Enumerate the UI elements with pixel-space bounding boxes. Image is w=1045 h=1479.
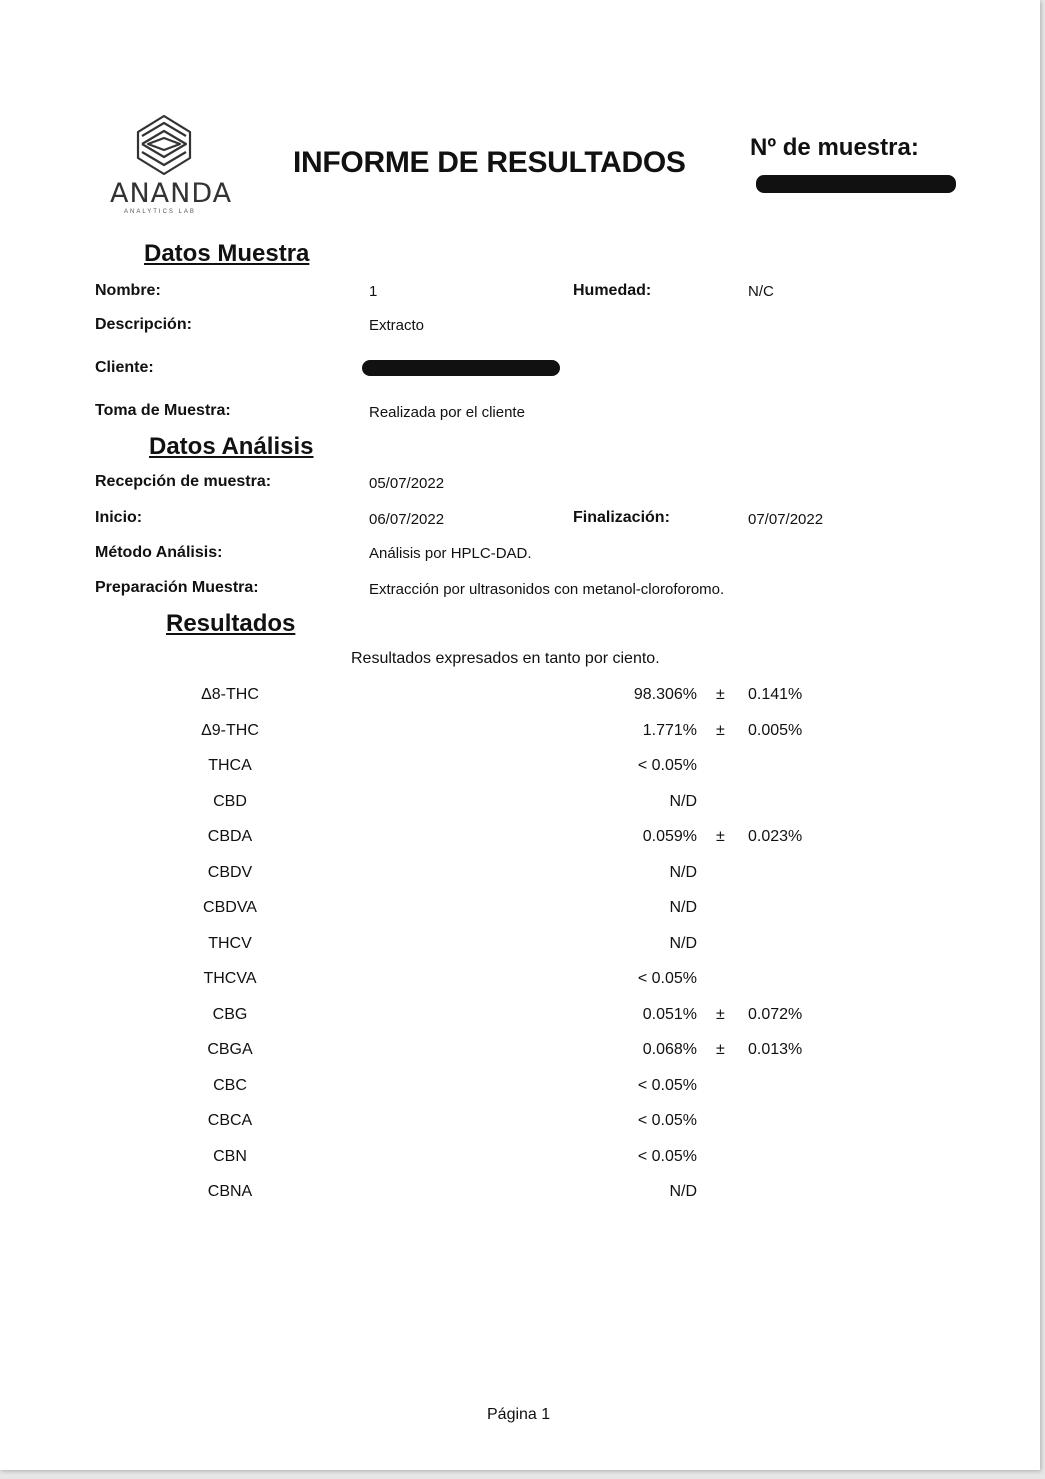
section-datos-muestra: Datos Muestra: [144, 240, 310, 267]
results-note: Resultados expresados en tanto por ciento.: [351, 650, 660, 667]
result-plus-minus: ±: [716, 722, 725, 739]
result-value: < 0.05%: [637, 1148, 697, 1165]
result-value: 0.059%: [642, 828, 697, 845]
humedad-value: N/C: [748, 283, 774, 300]
humedad-label: Humedad:: [573, 282, 652, 299]
result-value: < 0.05%: [637, 1077, 697, 1094]
result-value: N/D: [669, 1183, 697, 1200]
result-compound: CBDA: [207, 828, 253, 845]
result-value: < 0.05%: [637, 1112, 697, 1129]
result-compound: CBG: [212, 1006, 248, 1023]
result-compound: CBNA: [207, 1183, 253, 1200]
result-plus-minus: ±: [716, 1006, 725, 1023]
result-value: 0.051%: [642, 1006, 697, 1023]
result-compound: THCA: [208, 757, 252, 774]
cliente-label: Cliente:: [95, 359, 154, 376]
result-plus-minus: ±: [716, 686, 725, 703]
result-compound: CBD: [213, 793, 247, 810]
result-plus-minus: ±: [716, 1041, 725, 1058]
result-plus-minus: ±: [716, 828, 725, 845]
result-compound: Δ8-THC: [201, 686, 259, 703]
result-uncertainty: 0.023%: [748, 828, 803, 845]
report-title: INFORME DE RESULTADOS: [293, 146, 686, 179]
logo-wordmark: ANANDA: [110, 178, 233, 209]
result-compound: Δ9-THC: [201, 722, 259, 739]
section-resultados: Resultados: [166, 610, 296, 637]
finalizacion-label: Finalización:: [573, 509, 670, 526]
inicio-label: Inicio:: [95, 509, 143, 526]
result-compound: CBDVA: [203, 899, 257, 916]
redacted-sample-number: [756, 175, 956, 193]
toma-value: Realizada por el cliente: [369, 404, 525, 421]
result-compound: CBCA: [207, 1112, 253, 1129]
preparacion-label: Preparación Muestra:: [95, 579, 259, 596]
nombre-value: 1: [369, 283, 378, 300]
result-compound: CBDV: [207, 864, 253, 881]
result-value: 0.068%: [642, 1041, 697, 1058]
result-compound: CBGA: [207, 1041, 253, 1058]
result-value: N/D: [669, 935, 697, 952]
descripcion-label: Descripción:: [95, 316, 192, 333]
result-value: < 0.05%: [637, 970, 697, 987]
result-value: 98.306%: [633, 686, 697, 703]
result-uncertainty: 0.005%: [748, 722, 803, 739]
result-compound: THCV: [208, 935, 252, 952]
nombre-label: Nombre:: [95, 282, 161, 299]
result-uncertainty: 0.141%: [748, 686, 803, 703]
result-compound: THCVA: [203, 970, 257, 987]
descripcion-value: Extracto: [369, 317, 425, 334]
result-uncertainty: 0.072%: [748, 1006, 803, 1023]
recepcion-value: 05/07/2022: [369, 475, 445, 492]
result-value: 1.771%: [642, 722, 697, 739]
recepcion-label: Recepción de muestra:: [95, 473, 272, 490]
logo-subtext: ANALYTICS LAB: [124, 209, 196, 215]
sample-number-label: Nº de muestra:: [750, 134, 919, 161]
preparacion-value: Extracción por ultrasonidos con metanol-cloroforomo.: [369, 581, 725, 598]
result-value: N/D: [669, 793, 697, 810]
finalizacion-value: 07/07/2022: [748, 511, 824, 528]
redacted-client: [362, 360, 560, 376]
page-number: Página 1: [487, 1406, 551, 1423]
ananda-logo-icon: [136, 114, 192, 176]
metodo-value: Análisis por HPLC-DAD.: [369, 545, 532, 562]
result-compound: CBC: [213, 1077, 247, 1094]
toma-label: Toma de Muestra:: [95, 402, 231, 419]
result-value: N/D: [669, 899, 697, 916]
metodo-label: Método Análisis:: [95, 544, 223, 561]
result-compound: CBN: [213, 1148, 247, 1165]
result-value: < 0.05%: [637, 757, 697, 774]
inicio-value: 06/07/2022: [369, 511, 445, 528]
result-uncertainty: 0.013%: [748, 1041, 803, 1058]
result-value: N/D: [669, 864, 697, 881]
section-datos-analisis: Datos Análisis: [149, 433, 314, 460]
